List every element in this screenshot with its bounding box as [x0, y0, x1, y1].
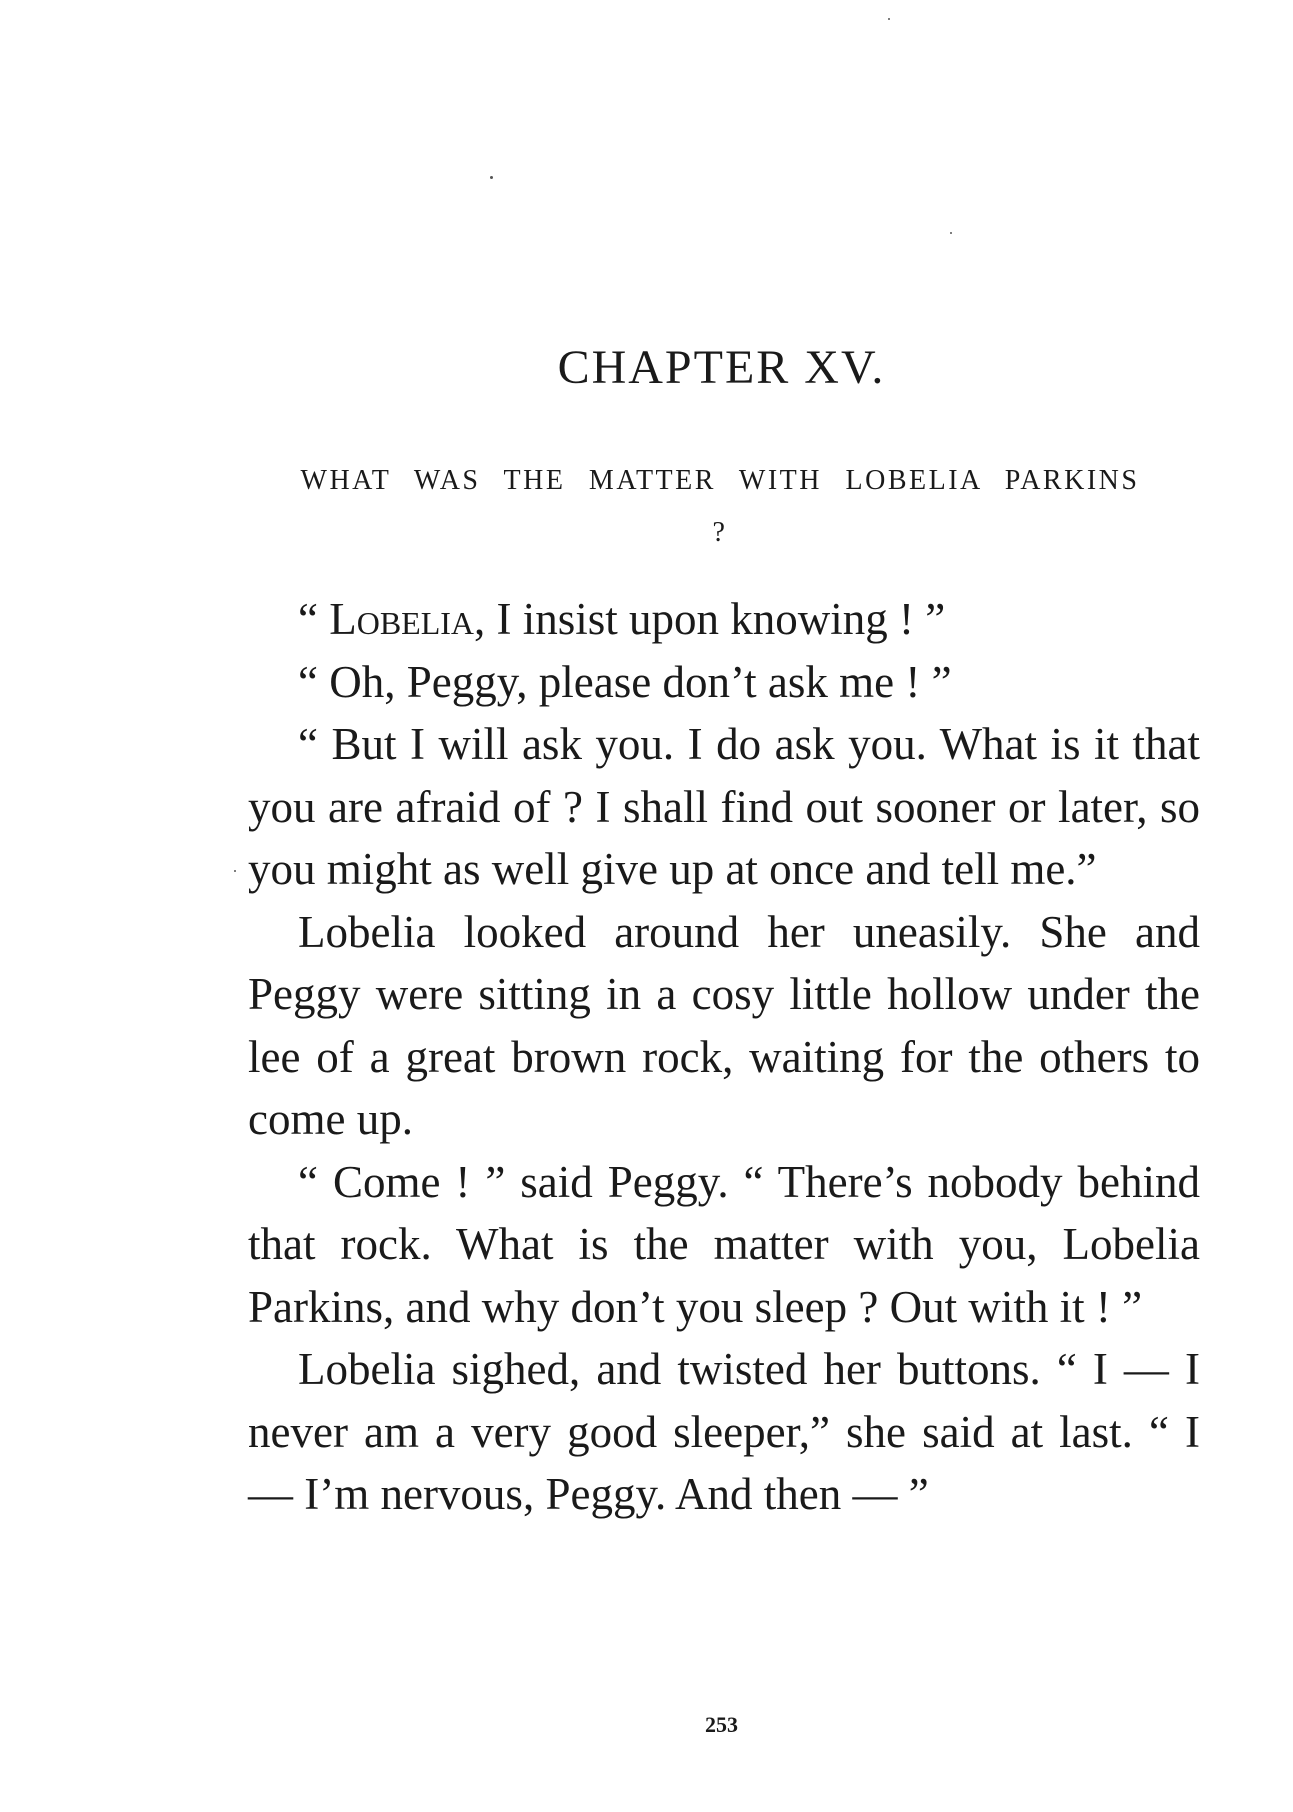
paragraph: Lobelia looked around her uneasily. She and Peggy were sitting in a cosy little hollow under the lee of a great brown rock, waiting for the others to come up.: [248, 906, 1200, 1144]
chapter-subtitle: WHAT WAS THE MATTER WITH LOBELIA PARKINS ?: [300, 465, 1140, 548]
paragraph: “ Come ! ” said Peggy. “ There’s nobody behind that rock. What is the matter with you, Lobelia Parkins, and why don’t you sleep ? Out with it ! ”: [248, 1156, 1200, 1332]
print-speck: [490, 176, 493, 179]
paragraph-text: , I insist upon knowing ! ”: [474, 594, 946, 644]
print-speck: [888, 18, 890, 20]
paragraph-lead: “ Lobelia: [298, 594, 475, 644]
print-speck: [234, 870, 236, 872]
chapter-body: [248, 588, 1200, 1526]
paragraph: [248, 588, 1200, 651]
paragraph: “ Oh, Peggy, please don’t ask me ! ”: [298, 656, 952, 707]
page-number: 253: [705, 1712, 738, 1737]
chapter-title: CHAPTER XV.: [557, 341, 886, 394]
paragraph: “ But I will ask you. I do ask you. What is it that you are afraid of ? I shall find out sooner or later, so you might as well give up at once and tell me.”: [248, 719, 1200, 894]
print-speck: [950, 232, 952, 234]
paragraph: Lobelia sighed, and twisted her buttons. “ I — I never am a very good sleeper,” she said at last. “ I — I’m nervous, Peggy. And then — ”: [248, 1344, 1200, 1519]
